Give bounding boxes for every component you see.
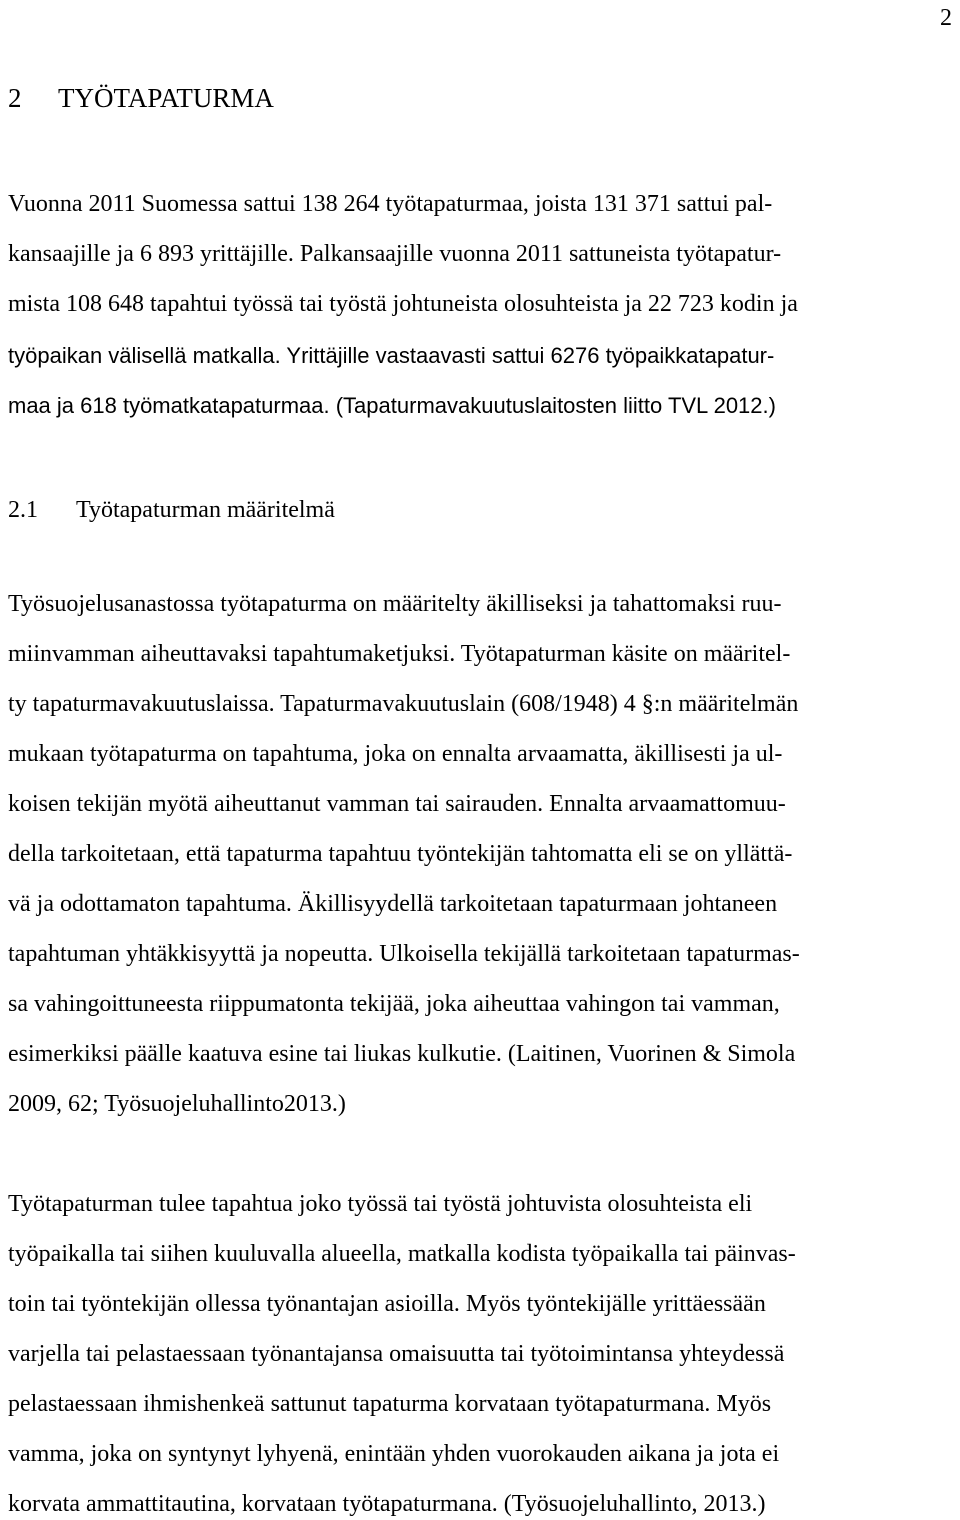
- text-line: della tarkoitetaan, että tapaturma tapahtuu työntekijän tahtomatta eli se on yllättä-: [8, 841, 793, 867]
- text-line: korvata ammattitautina, korvataan työtapaturmana. (Työsuojeluhallinto, 2013.): [8, 1491, 766, 1517]
- text-line: vä ja odottamaton tapahtuma. Äkillisyydellä tarkoitetaan tapaturmaan johtaneen: [8, 891, 778, 917]
- text-line: 2009, 62; Työsuojeluhallinto2013.): [8, 1091, 346, 1117]
- text-line: varjella tai pelastaessaan työnantajansa omaisuutta tai työtoimintansa yhteydessä: [8, 1341, 785, 1367]
- text-line: vamma, joka on syntynyt lyhyenä, enintään yhden vuorokauden aikana ja jota ei: [8, 1441, 780, 1467]
- section-number: 2: [8, 83, 22, 113]
- text-line: tapahtuman yhtäkkisyyttä ja nopeutta. Ulkoisella tekijällä tarkoitetaan tapaturmas-: [8, 941, 800, 967]
- text-line: ty tapaturmavakuutuslaissa. Tapaturmavakuutuslain (608/1948) 4 §:n määritelmän: [8, 691, 799, 717]
- text-line: toin tai työntekijän ollessa työnantajan asioilla. Myös työntekijälle yrittäessään: [8, 1291, 766, 1317]
- section-title: TYÖTAPATURMA: [58, 83, 274, 113]
- text-line: mista 108 648 tapahtui työssä tai työstä johtuneista olosuhteista ja 22 723 kodin ja: [8, 291, 798, 317]
- text-line: Vuonna 2011 Suomessa sattui 138 264 työtapaturmaa, joista 131 371 sattui pal-: [8, 191, 773, 217]
- text-line: työpaikan välisellä matkalla. Yrittäjille vastaavasti sattui 6276 työpaikkatapatur-: [8, 343, 775, 368]
- text-line: Työtapaturman tulee tapahtua joko työssä tai työstä johtuvista olosuhteista eli: [8, 1191, 753, 1217]
- text-line: sa vahingoittuneesta riippumatonta tekijää, joka aiheuttaa vahingon tai vamman,: [8, 991, 780, 1017]
- text-line: esimerkiksi päälle kaatuva esine tai liukas kulkutie. (Laitinen, Vuorinen & Simola: [8, 1041, 796, 1067]
- text-line: kansaajille ja 6 893 yrittäjille. Palkansaajille vuonna 2011 sattuneista työtapatur-: [8, 241, 782, 267]
- text-line: mukaan työtapaturma on tapahtuma, joka on ennalta arvaamatta, äkillisesti ja ul-: [8, 741, 783, 767]
- text-line: pelastaessaan ihmishenkeä sattunut tapaturma korvataan työtapaturmana. Myös: [8, 1391, 772, 1417]
- subsection-heading: [8, 494, 335, 526]
- text-line: miinvamman aiheuttavaksi tapahtumaketjuksi. Työtapaturman käsite on määritel-: [8, 641, 791, 667]
- section-heading: [8, 80, 274, 116]
- text-line: koisen tekijän myötä aiheuttanut vamman tai sairauden. Ennalta arvaamattomuu-: [8, 791, 786, 817]
- subsection-number: 2.1: [8, 497, 38, 523]
- text-line: työpaikalla tai siihen kuuluvalla alueella, matkalla kodista työpaikalla tai päinvas-: [8, 1241, 796, 1267]
- page-number: 2: [940, 5, 952, 31]
- text-line: Työsuojelusanastossa työtapaturma on määritelty äkilliseksi ja tahattomaksi ruu-: [8, 591, 782, 617]
- subsection-title: Työtapaturman määritelmä: [76, 497, 335, 523]
- text-line: maa ja 618 työmatkatapaturmaa. (Tapaturmavakuutuslaitosten liitto TVL 2012.): [8, 393, 776, 418]
